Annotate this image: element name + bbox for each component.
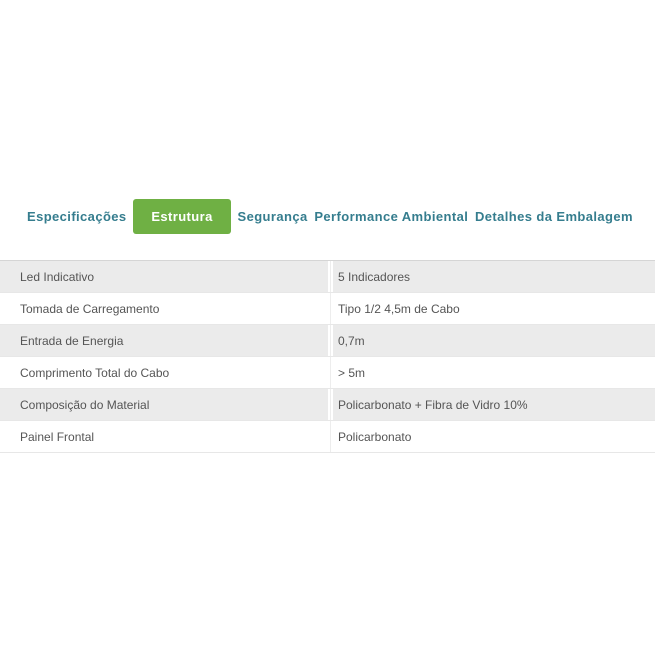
table-row xyxy=(0,421,655,453)
tab-label: Especificações xyxy=(27,208,127,224)
table-row xyxy=(0,293,655,325)
table-row xyxy=(0,389,655,421)
tab-estrutura[interactable] xyxy=(133,199,230,234)
tab-label: Detalhes da Embalagem xyxy=(475,208,633,224)
spec-label: Composição do Material xyxy=(0,389,328,420)
spec-value: Tipo 1/2 4,5m de Cabo xyxy=(333,293,655,324)
spec-value: 0,7m xyxy=(333,325,655,356)
tab-seguranca[interactable] xyxy=(238,209,308,224)
tab-performance-ambiental[interactable] xyxy=(314,209,468,224)
table-row xyxy=(0,325,655,357)
tab-label: Segurança xyxy=(237,208,308,224)
spec-label: Led Indicativo xyxy=(0,261,328,292)
spec-tab-bar xyxy=(0,199,655,233)
spec-label: Entrada de Energia xyxy=(0,325,328,356)
spec-value: Policarbonato + Fibra de Vidro 10% xyxy=(333,389,655,420)
spec-value: > 5m xyxy=(333,357,655,388)
tab-label: Estrutura xyxy=(151,208,213,224)
tab-especificacoes[interactable] xyxy=(27,209,127,224)
spec-label: Comprimento Total do Cabo xyxy=(0,357,328,388)
spec-value: 5 Indicadores xyxy=(333,261,655,292)
table-row xyxy=(0,261,655,293)
spec-value: Policarbonato xyxy=(333,421,655,452)
tab-detalhes-da-embalagem[interactable] xyxy=(475,209,633,224)
spec-table xyxy=(0,260,655,453)
spec-label: Tomada de Carregamento xyxy=(0,293,328,324)
table-row xyxy=(0,357,655,389)
spec-label: Painel Frontal xyxy=(0,421,328,452)
tab-label: Performance Ambiental xyxy=(314,208,469,224)
